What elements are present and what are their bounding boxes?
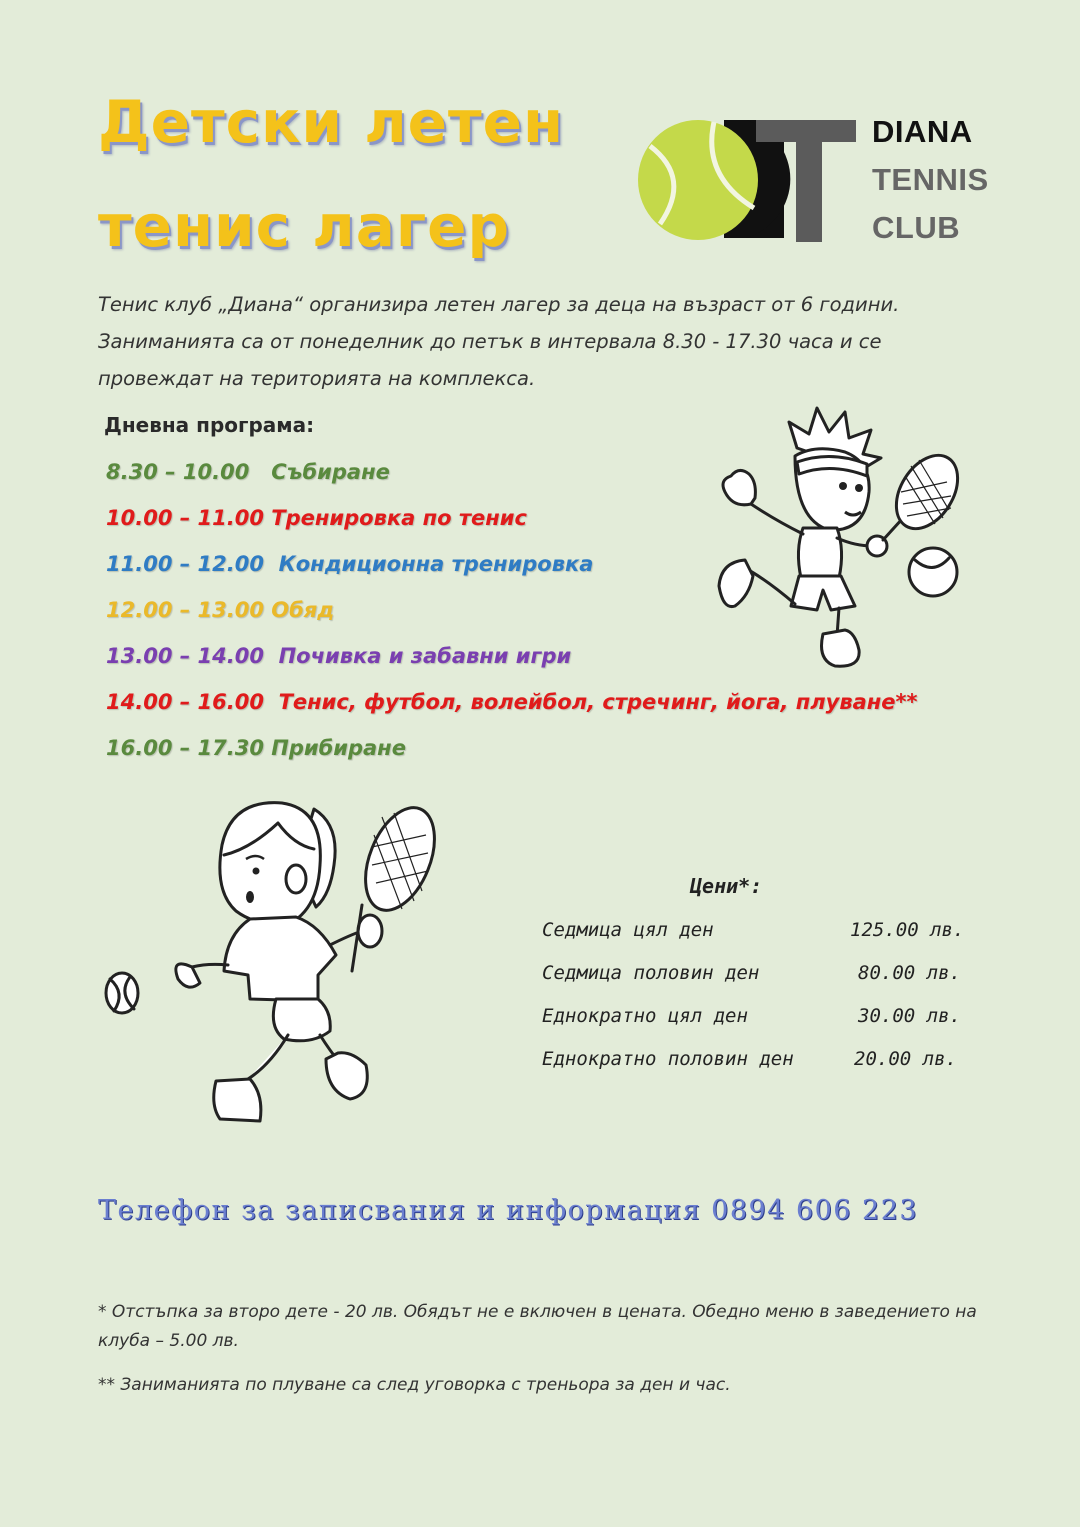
price-value: 80.00 лв.	[858, 962, 961, 984]
schedule-item: 16.00 – 17.30 Прибиране	[106, 736, 406, 760]
prices-heading: Цени*:	[690, 874, 763, 898]
schedule-heading: Дневна програма:	[104, 413, 315, 437]
logo-text-tennis: TENNIS	[872, 162, 989, 197]
schedule-item: 12.00 – 13.00 Обяд	[106, 598, 335, 622]
logo-text-diana: DIANA	[872, 114, 973, 149]
price-label: Седмица цял ден	[542, 919, 714, 941]
phone-line: Телефон за записвания и информация 0894 606 223	[98, 1195, 919, 1226]
price-value: 125.00 лв.	[850, 919, 965, 941]
schedule-item: 13.00 – 14.00 Почивка и забавни игри	[106, 644, 572, 668]
price-label: Седмица половин ден	[542, 962, 760, 984]
footnote-discount: * Отстъпка за второ дете - 20 лв. Обядът не е включен в цената. Обедно меню в заведението на клуба – 5.00 лв.	[98, 1302, 977, 1351]
page-title-line-1: Детски летен	[98, 88, 565, 156]
page-title-line-2: тенис лагер	[98, 192, 511, 260]
logo-text-club: CLUB	[872, 210, 961, 245]
price-label: Еднократно половин ден	[542, 1048, 794, 1070]
schedule-item: 14.00 – 16.00 Тенис, футбол, волейбол, стречинг, йога, плуване**	[106, 690, 918, 714]
price-value: 30.00 лв.	[858, 1005, 961, 1027]
tennis-ball-logo-icon	[636, 112, 866, 252]
schedule-item: 10.00 – 11.00 Тренировка по тенис	[106, 506, 527, 530]
schedule-item: 11.00 – 12.00 Кондиционна тренировка	[106, 552, 594, 576]
price-label: Еднократно цял ден	[542, 1005, 748, 1027]
price-value: 20.00 лв.	[854, 1048, 957, 1070]
intro-paragraph: Тенис клуб „Диана“ организира летен лагер за деца на възраст от 6 години. Заниманията са от понеделник до петък в интервала 8.30 - 17.30 часа и се провеждат на територията на комплекса.	[98, 293, 900, 390]
footnote-swimming: ** Заниманията по плуване са след уговорка с треньора за ден и час.	[98, 1375, 731, 1395]
schedule-item: 8.30 – 10.00 Събиране	[106, 460, 390, 484]
club-logo	[636, 112, 1006, 252]
boy-tennis-player-illustration	[705, 400, 970, 675]
girl-tennis-player-illustration	[100, 795, 445, 1130]
